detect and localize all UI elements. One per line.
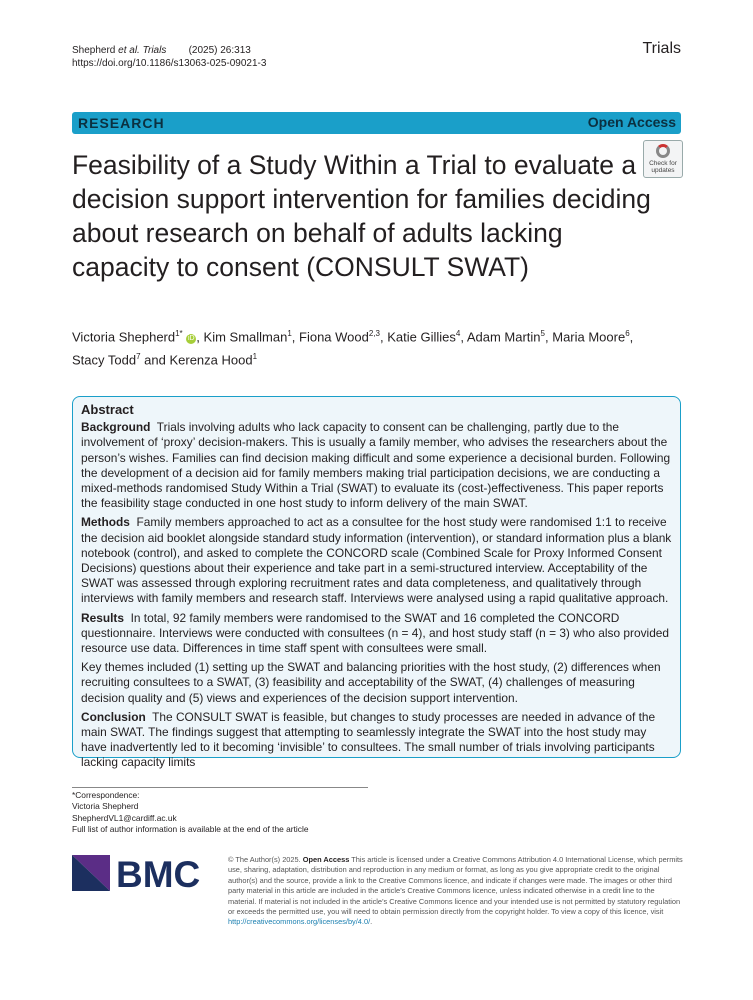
results-text: In total, 92 family members were randomised to the SWAT and 16 completed the CONCORD questionnaire. Interviews were conducted with consultees (n = 4), and host study staff (n = 3) who also provided resource use data. Differences in time staff spent with consultees were small. [81, 610, 670, 656]
license-body: This article is licensed under a Creative Commons Attribution 4.0 International License, which permits use, sharing, adaptation, distribution and reproduction in any medium or format, as long as you give appropriate credit to the original author(s) and the source, provide a link to the Creative Commons licence, and indicate if changes were made. The images or other third party material in this article are included in the article’s Creative Commons licence, unless indicated otherwise in a credit line to the material. If material is not included in the article’s Creative Commons licence and your intended use is not permitted by statutory regulation or exceeds the permitted use, you will need to obtain permission directly from the copyright holder. To view a copy of this licence, visit [228, 855, 683, 917]
abstract-methods [81, 515, 673, 606]
bmc-logo [72, 853, 212, 893]
author-affiliation: 6 [625, 329, 630, 338]
license-link[interactable]: http://creativecommons.org/licenses/by/4.0/ [228, 917, 371, 927]
results-label: Results [81, 610, 124, 625]
conclusion-text: The CONSULT SWAT is feasible, but changes to study processes are needed in advance of the main SWAT. The findings suggest that attempting to seamlessly integrate the SWAT into the host study may have inadvertently led to it becoming ‘invisible’ to consultees. The small number of trials involving participants lacking capacity limits [81, 709, 656, 770]
correspondence-name: Victoria Shepherd [72, 801, 139, 812]
author-name[interactable]: Adam Martin [466, 329, 541, 345]
abstract-box [72, 396, 681, 770]
author-info-note: Full list of author information is available at the end of the article [72, 824, 309, 835]
abstract-heading: Abstract [81, 402, 134, 417]
background-label: Background [81, 420, 151, 435]
copyright-notice: © The Author(s) 2025. [228, 855, 301, 864]
license-text [228, 855, 684, 928]
abstract-background [81, 420, 673, 511]
open-access-notice: Open Access [302, 855, 350, 864]
author-name[interactable]: Katie Gillies [387, 329, 456, 345]
citation-volume: (2025) 26:313 [188, 45, 251, 56]
author-name[interactable]: Fiona Wood [299, 329, 369, 345]
background-text: Trials involving adults who lack capacity to consent can be challenging, partly due to the involvement of ‘proxy’ decision-makers. This is usually a family member, who advises the researchers about the person’s wishes. Families can find decision making difficult and some experience a decisional burden. Following the development of a decision aid for family members making trial participation decisions, we are conducting a mixed-methods randomised Study Within a Trial (SWAT) to evaluate its (cost-)effectiveness. This paper reports the feasibility stage conducted in one host study to inform delivery of the main SWAT. [81, 420, 671, 511]
citation-journal: Trials [142, 45, 167, 56]
author-affiliation: 1 [252, 352, 258, 362]
citation-header [72, 44, 266, 70]
abstract-themes: Key themes included (1) setting up the SWAT and balancing priorities with the host study, (2) differences when recruiting consultees to a SWAT, (3) feasibility and acceptability of the SWAT, (4) challenges of measuring decision quality and (5) views and experiences of the decision support intervention. [81, 660, 661, 705]
author-affiliation: 1* [175, 329, 183, 338]
journal-name: Trials [642, 40, 681, 57]
author-affiliation: 2,3 [368, 329, 380, 338]
doi-link[interactable]: https://doi.org/10.1186/s13063-025-09021-3 [72, 58, 267, 69]
correspondence-email[interactable]: ShepherdVL1@cardiff.ac.uk [72, 812, 177, 823]
author-name[interactable]: Victoria Shepherd [72, 329, 176, 345]
citation-authors: Shepherd [72, 45, 116, 56]
author-list: Victoria Shepherd$^{1*}$ iD , Kim Smallman$^1$, Fiona Wood$^{2,3}$, Katie Gillies$^4$, Adam Martin$^5$, Maria Moore$^6$, Stacy Todd$^7$ and Kerenza Hood$^1$ [72, 329, 634, 368]
author-affiliation: 5 [540, 329, 545, 338]
author-name[interactable]: Kerenza Hood [169, 352, 253, 368]
author-name[interactable]: Maria Moore [552, 329, 626, 345]
citation-etal: et al. [118, 45, 140, 56]
correspondence-label: *Correspondence: [72, 790, 140, 800]
author-affiliation: 1 [287, 329, 292, 338]
section-banner [72, 112, 681, 134]
license-end: . [370, 917, 373, 927]
check-updates-line2: updates [651, 167, 675, 174]
author-name[interactable]: Kim Smallman [203, 329, 288, 345]
article-title: Feasibility of a Study Within a Trial to evaluate a decision support intervention for families deciding about research on behalf of adults lacking capacity to consent (CONSULT SWAT) [72, 150, 651, 282]
correspondence-block [72, 790, 309, 836]
author-affiliation: 4 [455, 329, 461, 338]
orcid-icon[interactable]: iD [187, 335, 195, 343]
abstract-results [81, 611, 673, 657]
open-access-label: Open Access [587, 114, 676, 130]
bmc-logo-text: BMC [116, 854, 201, 895]
abstract-conclusion [81, 710, 673, 771]
author-name[interactable]: Stacy Todd [72, 352, 137, 368]
methods-text: Family members approached to act as a consultee for the host study were randomised 1:1 to receive the decision aid booklet alongside standard study information (intervention), or standard information plus a blank notebook (control), and asked to complete the CONCORD scale (Combined Scale for Proxy Informed Consent Decisions) questions about their experience and take part in a semi-structured interview. Acceptability of the SWAT was assessed through exploring recruitment rates and data completeness, and qualitatively through interviews with family members and research staff. Interviews were analysed using a rapid qualitative approach. [81, 515, 672, 606]
author-affiliation: 7 [136, 352, 141, 362]
footnote-divider [72, 787, 368, 788]
section-label: RESEARCH [78, 115, 165, 131]
conclusion-label: Conclusion [81, 709, 146, 724]
check-updates-line1: Check for [649, 160, 677, 167]
methods-label: Methods [81, 515, 130, 530]
